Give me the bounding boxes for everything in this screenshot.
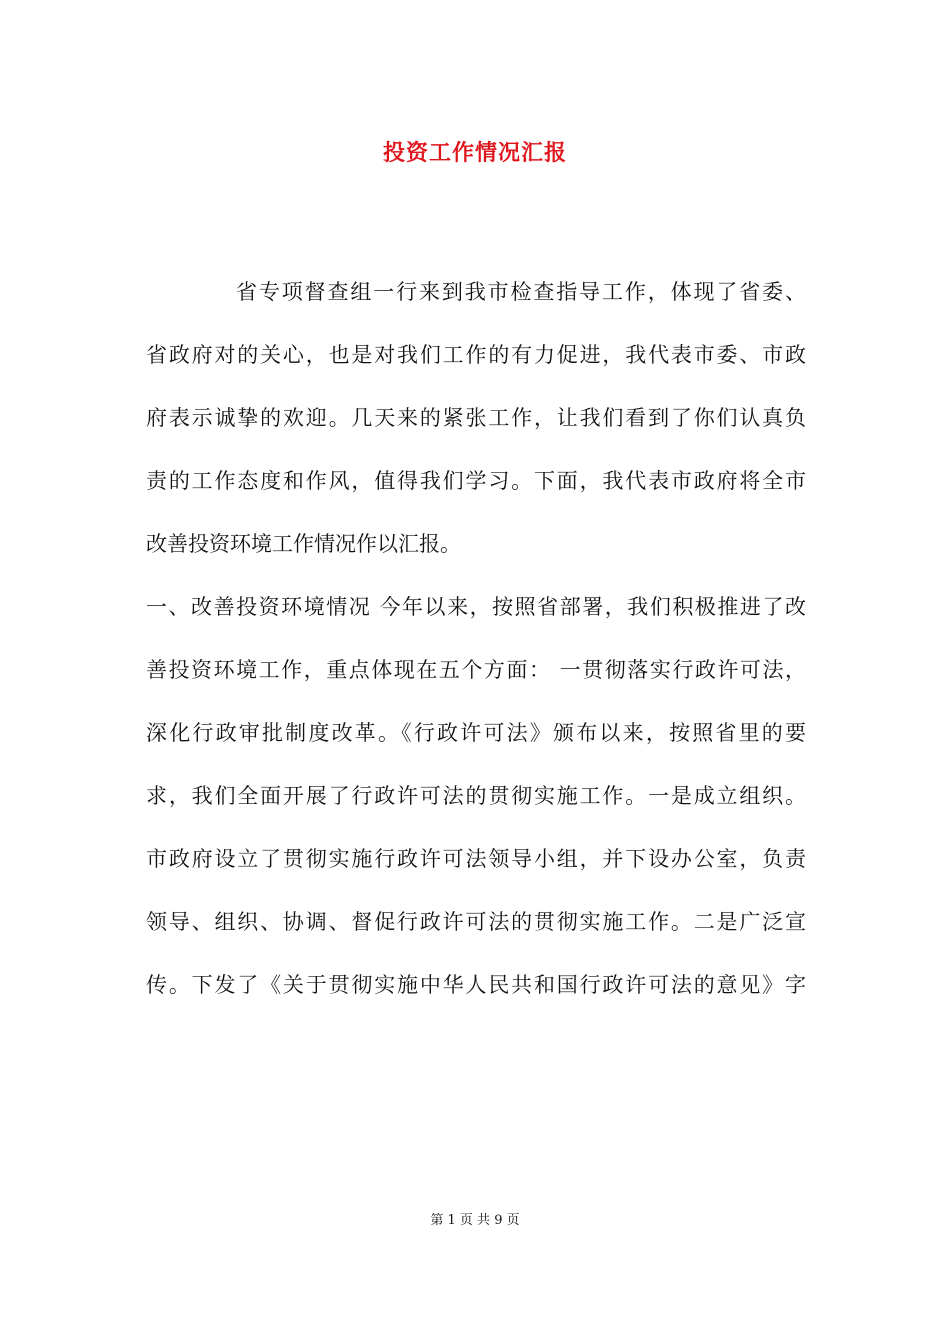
page-footer: 第 1 页 共 9 页 xyxy=(430,1213,520,1228)
body-line: 领导、组织、协调、督促行政许可法的贯彻实施工作。二是广泛宣 xyxy=(146,910,806,934)
body-line: 善投资环境工作，重点体现在五个方面： 一贯彻落实行政许可法， xyxy=(146,658,806,682)
document-body xyxy=(146,276,806,1032)
body-line: 改善投资环境工作情况作以汇报。 xyxy=(146,532,461,556)
body-line: 府表示诚挚的欢迎。几天来的紧张工作，让我们看到了你们认真负 xyxy=(146,406,806,430)
body-line: 市政府设立了贯彻实施行政许可法领导小组，并下设办公室，负责 xyxy=(146,847,806,871)
body-line: 省政府对的关心，也是对我们工作的有力促进，我代表市委、市政 xyxy=(146,343,806,367)
body-line: 责的工作态度和作风，值得我们学习。下面，我代表市政府将全市 xyxy=(146,469,806,493)
body-line: 省专项督查组一行来到我市检查指导工作，体现了省委、 xyxy=(236,280,806,304)
body-line: 深化行政审批制度改革。《行政许可法》颁布以来，按照省里的要 xyxy=(146,721,806,745)
body-line: 传。下发了《关于贯彻实施中华人民共和国行政许可法的意见》字 xyxy=(146,973,806,997)
document-title: 投资工作情况汇报 xyxy=(382,140,567,166)
body-line: 一、改善投资环境情况 今年以来，按照省部署，我们积极推进了改 xyxy=(146,595,806,619)
body-line: 求，我们全面开展了行政许可法的贯彻实施工作。一是成立组织。 xyxy=(146,784,806,808)
